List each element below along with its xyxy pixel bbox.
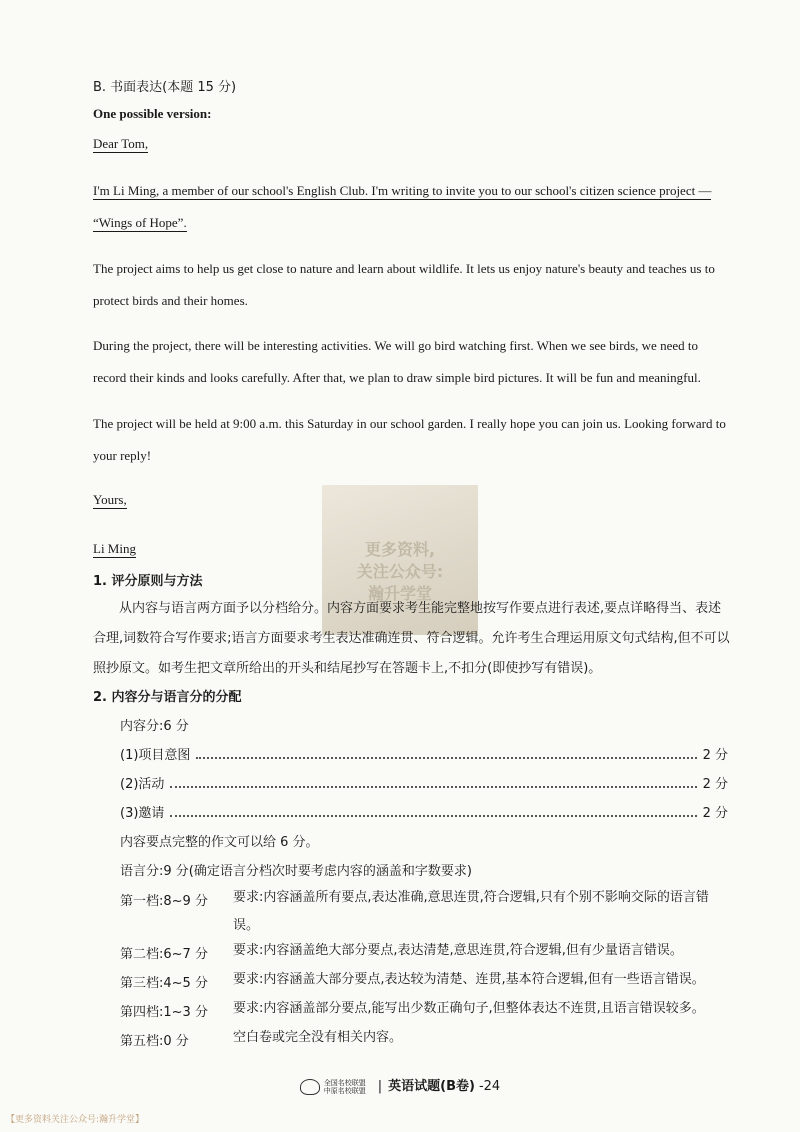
score-item-score: 2 分	[702, 748, 728, 763]
level-4	[120, 995, 730, 1023]
brand-line-1: 全国名校联盟	[323, 1078, 366, 1087]
section-title: B. 书面表达(本题 15 分)	[93, 80, 237, 95]
bottom-note: 【更多资料关注公众号:瀚升学堂】	[6, 1115, 145, 1125]
paragraph-3: During the project, there will be interesting activities. We will go bird watching first. When we see birds, we need to record their kinds and looks carefully. After that, we plan to draw simple bird pictures. It will be fun and meaningful.	[93, 338, 701, 385]
greeting-text: Dear Tom,	[93, 136, 149, 151]
score-item-1	[120, 744, 728, 763]
heading-scoring-principles: 1. 评分原则与方法	[93, 574, 203, 589]
score-item-label: (2)活动	[120, 777, 165, 792]
greeting	[93, 136, 148, 152]
signature	[93, 541, 136, 557]
footer-title: 英语试题(B卷)	[388, 1079, 475, 1094]
footer-separator: |	[377, 1079, 383, 1094]
language-score: 语言分:9 分(确定语言分档次时要考虑内容的涵盖和字数要求)	[120, 864, 472, 879]
level-label: 第二档:6~7 分	[120, 947, 208, 962]
level-label: 第四档:1~3 分	[120, 1005, 208, 1020]
paragraph-1-text: I'm Li Ming, a member of our school's English Club. I'm writing to invite you to our school's citizen science project — “Wings of Hope”.	[93, 183, 712, 230]
signature-text: Li Ming	[93, 541, 136, 556]
closing-text: Yours,	[93, 492, 127, 507]
publisher-brand	[324, 1079, 366, 1095]
content-note: 内容要点完整的作文可以给 6 分。	[120, 835, 319, 850]
score-item-label: (3)邀请	[120, 806, 165, 821]
watermark-line-2: 关注公众号:	[356, 562, 444, 581]
heading-score-distribution: 2. 内容分与语言分的分配	[93, 690, 242, 705]
level-requirement: 要求:内容涵盖大部分要点,表达较为清楚、连贯,基本符合逻辑,但有一些语言错误。	[233, 972, 705, 987]
level-requirement: 要求:内容涵盖绝大部分要点,表达清楚,意思连贯,符合逻辑,但有少量语言错误。	[233, 943, 683, 958]
level-label: 第一档:8~9 分	[120, 894, 208, 909]
level-3	[120, 966, 730, 994]
publisher-logo-icon	[300, 1079, 320, 1095]
level-requirement: 要求:内容涵盖所有要点,表达准确,意思连贯,符合逻辑,只有个别不影响交际的语言错误。	[233, 890, 709, 933]
scoring-principles-body: 从内容与语言两方面予以分档给分。内容方面要求考生能完整地按写作要点进行表述,要点详略得当、表述合理,词数符合写作要求;语言方面要求考生表达准确连贯、符合逻辑。允许考生合理运用原文句式结构,但不可以照抄原文。如考生把文章所给出的开头和结尾抄写在答题卡上,不扣分(即使抄写有错误)。	[93, 601, 730, 676]
level-requirement: 空白卷或完全没有相关内容。	[233, 1030, 403, 1045]
paragraph-2: The project aims to help us get close to nature and learn about wildlife. It lets us enjoy nature's beauty and teaches us to protect birds and their homes.	[93, 261, 715, 308]
score-item-score: 2 分	[702, 777, 728, 792]
watermark-line-3: 瀚升学堂	[367, 584, 432, 603]
content-score: 内容分:6 分	[120, 719, 189, 734]
paragraph-4: The project will be held at 9:00 a.m. this Saturday in our school garden. I really hope you can join us. Looking forward to your reply!	[93, 416, 726, 463]
version-label: One possible version:	[93, 106, 212, 121]
level-requirement: 要求:内容涵盖部分要点,能写出少数正确句子,但整体表达不连贯,且语言错误较多。	[233, 1001, 705, 1016]
level-5	[120, 1024, 730, 1052]
brand-line-2: 中原名校联盟	[323, 1086, 366, 1095]
page-footer	[0, 1075, 800, 1095]
level-2	[120, 937, 730, 965]
closing	[93, 492, 127, 508]
watermark-line-1: 更多资料,	[364, 540, 436, 559]
paragraph-1	[93, 175, 743, 239]
footer-page: -24	[478, 1079, 501, 1094]
level-label: 第三档:4~5 分	[120, 976, 208, 991]
level-label: 第五档:0 分	[120, 1034, 189, 1049]
level-1	[120, 884, 730, 940]
score-item-3	[120, 802, 728, 821]
score-item-2	[120, 773, 728, 792]
score-item-score: 2 分	[702, 806, 728, 821]
score-item-label: (1)项目意图	[120, 748, 191, 763]
